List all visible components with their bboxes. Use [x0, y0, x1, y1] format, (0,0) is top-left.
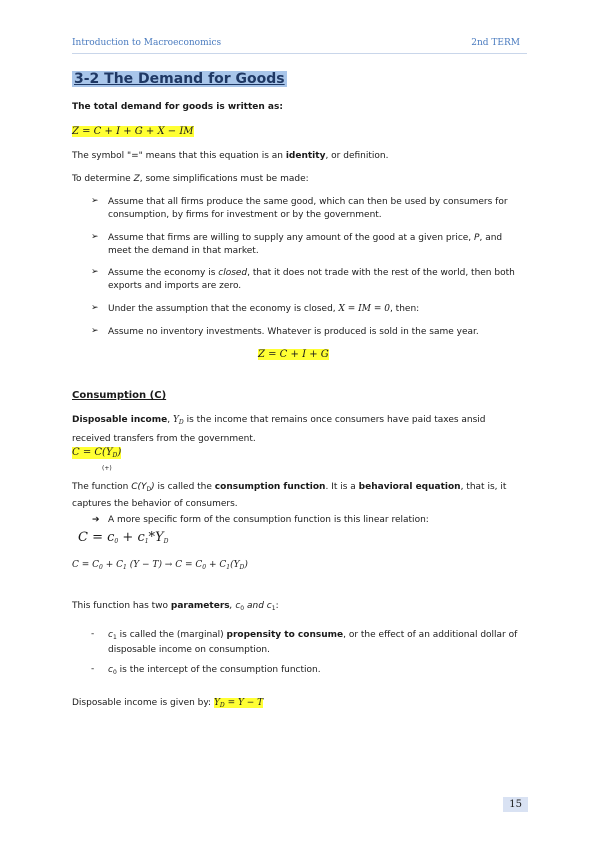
params-bold: parameters [170, 601, 230, 611]
bullet-4-text: Under the assumption that the economy is closed, [108, 304, 339, 314]
func-mid-2: . It is a [325, 482, 359, 492]
disposable-bold: Disposable income [72, 415, 168, 425]
disposable-given-line [72, 698, 263, 709]
bullet-2-var: P [474, 233, 480, 243]
identity-word: identity [285, 151, 326, 161]
disposable-sub: D [178, 419, 184, 426]
list-item [108, 326, 528, 339]
arrowhead-bullet-icon: ➢ [91, 267, 99, 277]
hw-sd: D [163, 538, 169, 545]
params-s0: 0 [240, 605, 245, 612]
consumption-heading: Consumption (C) [72, 390, 167, 401]
dash-1-pre: is called the (marginal) [116, 630, 227, 640]
params-s1: 1 [271, 605, 276, 612]
simplify-line [72, 174, 309, 184]
dash-1-post: , or the effect of an additional dollar of [343, 630, 518, 640]
func-varpost: ) [151, 482, 155, 492]
func-var: C(Y [131, 482, 147, 492]
bullet-1-line-2: consumption, by firms for investment or by the government. [108, 210, 382, 220]
section-title: 3-2 The Demand for Goods [74, 71, 285, 87]
eq4-d: + C [206, 560, 227, 570]
hw-plus: + [122, 530, 134, 545]
simplify-var: Z [133, 174, 140, 184]
dash-1-bold: propensity to consume [226, 630, 344, 640]
params-line [72, 601, 279, 612]
disp-given-eq: = Y − T [224, 698, 264, 708]
eq4-s0: 0 [99, 564, 103, 571]
eq4-e: (Y [230, 560, 240, 570]
bullet-5-text: Assume no inventory investments. Whatever is produced is sold in the same year. [108, 327, 479, 337]
params-c1: and c [244, 601, 272, 611]
function-description [72, 480, 532, 511]
dash-1-var: c [108, 630, 113, 640]
disposable-line-2: received transfers from the government. [72, 434, 256, 444]
bullet-2-line-1b: , and [479, 233, 503, 243]
func-mid: is called the [154, 482, 215, 492]
bullet-4-text-b: , then: [389, 304, 420, 314]
handwritten-equation [78, 530, 168, 545]
eq4-a: C = C [72, 560, 100, 570]
list-item [108, 267, 528, 293]
params-post: : [275, 601, 279, 611]
bullet-3-closed: closed [218, 268, 248, 278]
bullet-3-line-1b: , that it does not trade with the rest of the world, then both [247, 268, 515, 278]
dash-2-pre: is the intercept of the consumption function. [116, 665, 321, 675]
dash-1-sub: 1 [112, 634, 117, 641]
dash-bullet: - [91, 664, 95, 674]
eq4-sd: D [239, 564, 245, 571]
eq3-sub: D [112, 452, 118, 459]
disposable-var: Y [172, 415, 179, 425]
eq4-s1b: 1 [226, 564, 231, 571]
disp-given-pre: Disposable income is given by: [72, 698, 214, 708]
equation-linear [72, 560, 248, 571]
symbol-line-post: , or definition. [325, 151, 389, 161]
list-item [108, 629, 528, 657]
dash-2-var: c [108, 665, 113, 675]
params-c0: , c [229, 601, 241, 611]
equation-z-full: Z = C + I + G + X − IM [72, 126, 194, 137]
func-sub: D [146, 486, 152, 493]
right-arrow-icon: ➔ [92, 515, 100, 525]
symbol-line-pre: The symbol "=" means that this equation is an [72, 151, 286, 161]
disp-given-y: Y [213, 698, 220, 708]
arrowhead-bullet-icon: ➢ [91, 232, 99, 242]
bullet-3-line-1: Assume the economy is [108, 268, 219, 278]
hw-s0: 0 [114, 538, 119, 545]
dash-bullet: - [91, 629, 95, 639]
eq3-post: ) [117, 447, 122, 458]
bullet-2-line-2: meet the demand in that market. [108, 246, 259, 256]
header-divider [72, 53, 527, 54]
arrowhead-bullet-icon: ➢ [91, 196, 99, 206]
list-item [108, 232, 528, 258]
dash-2-sub: 0 [112, 669, 117, 676]
symbol-line [72, 151, 388, 161]
disposable-income-def: Disposable income, $Y_D$ is the income that remains once consumers have paid taxes ansid received transfers from the government. [72, 415, 486, 444]
header-right: 2nd TERM [471, 38, 520, 48]
disposable-post: is the income that remains once consumers have paid taxes ansid [183, 415, 486, 425]
func-bold-2: behavioral equation [358, 482, 461, 492]
func-pre: The function [72, 482, 132, 492]
eq4-s1: 1 [123, 564, 127, 571]
plus-sign-note: (+) [102, 465, 112, 472]
simplify-pre: To determine [72, 174, 134, 184]
list-item [108, 196, 528, 222]
eq3-pre: C = C(Y [72, 447, 113, 458]
eq4-s0b: 0 [202, 564, 207, 571]
hw-eq: = [92, 530, 103, 545]
hw-y: Y [155, 530, 164, 545]
hw-s1: 1 [144, 538, 149, 545]
hw-c: C [78, 530, 88, 545]
list-item [108, 303, 528, 316]
equation-consumption [72, 447, 121, 459]
header-left: Introduction to Macroeconomics [72, 38, 222, 48]
equation-z-closed: Z = C + I + G [258, 349, 329, 360]
hw-c1: c [137, 530, 145, 545]
arrowhead-bullet-icon: ➢ [91, 326, 99, 336]
eq4-b: + C [102, 560, 124, 570]
func-line-2: captures the behavior of consumers. [72, 499, 238, 509]
bullet-1-line-1: Assume that all firms produce the same good, which can then be used by consumers for [108, 197, 508, 207]
arrow-line-text: A more specific form of the consumption function is this linear relation: [108, 515, 429, 525]
list-item [108, 664, 528, 679]
page-number: 15 [503, 797, 528, 812]
bullet-2-line-1: Assume that firms are willing to supply any amount of the good at a given price, [108, 233, 475, 243]
hw-c0: c [107, 530, 115, 545]
dash-1-line-2: disposable income on consumption. [108, 645, 270, 655]
bullet-4-eq: X = IM = 0 [338, 304, 390, 314]
simplify-post: , some simplifications must be made: [139, 174, 309, 184]
bullet-3-line-2: exports and imports are zero. [108, 281, 242, 291]
func-bold-1: consumption function [214, 482, 326, 492]
disp-given-sub: D [219, 702, 225, 709]
hw-star: * [148, 530, 156, 545]
func-post: , that is, it [460, 482, 507, 492]
eq4-f: ) [244, 560, 248, 570]
params-pre: This function has two [72, 601, 171, 611]
arrowhead-bullet-icon: ➢ [91, 303, 99, 313]
eq4-c: (Y − T) → C = C [126, 560, 203, 570]
total-demand-label: The total demand for goods is written as: [72, 102, 283, 112]
